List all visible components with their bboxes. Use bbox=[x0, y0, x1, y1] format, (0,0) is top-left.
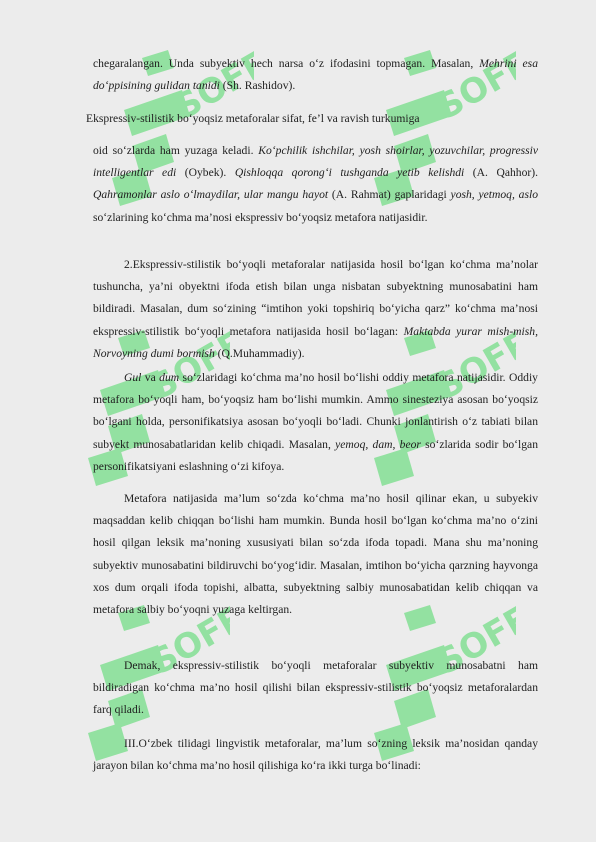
text-run: Demak, ekspressiv-stilistik bo‘yoqli metaforalar subyektiv munosabatni ham bildiradigan ko‘chma ma’no hosil qilishi bilan ekspressiv-stilistik bo‘yoqsiz metaforalardan farq qiladi. bbox=[93, 659, 538, 717]
italic-example: dum bbox=[159, 371, 180, 384]
section-heading: Ekspressiv-stilistik bo‘yoqsiz metaforalar sifat, fe’l va ravish turkumiga bbox=[86, 112, 420, 125]
text-run: so‘zlaridagi ko‘chma ma’no hosil bo‘lishi oddiy metafora natijasidir. Oddiy metafora bo‘yoqli ham, bo‘yoqsiz ham bo‘lishi mumkin. Ammo sinesteziya asosan bo‘yoqsiz bo‘lgani holda, personifikatsiya asosan bo‘yoqli bo‘ladi. Chunki jonlantirish o‘z tabiati bilan subyekt munosabatlaridan kelib chiqadi. Masalan, bbox=[93, 371, 538, 451]
text-run: (Q.Muhammadiy). bbox=[214, 346, 305, 360]
italic-example: Mehrini esa do‘ppisining gulidan tanidi bbox=[93, 57, 538, 93]
text-run: chegaralangan. Unda subyektiv hech narsa o‘z ifodasini topmagan. Masalan, bbox=[93, 57, 480, 70]
text-run: (A. Qahhor). bbox=[464, 166, 538, 180]
italic-example: yemoq, dam, beor bbox=[335, 437, 421, 451]
paragraph-linguistic-metaphors bbox=[93, 733, 538, 777]
paragraph-conclusion bbox=[93, 655, 538, 722]
text-run: 2.Ekspressiv-stilistik bo‘yoqli metaforalar natijasida hosil bo‘lgan ko‘chma ma’nolar tushuncha, ya’ni obyektni ifoda etish bilan unga nisbatan subyektning munosabatini ham bildiradi. Masalan, dum so‘zining “imtihon yoki topshiriq bo‘yicha qarz” ko‘chma ma’nosi ekspressiv-stilistik bo‘yoqli metafora natijasida hosil bo‘lagan: bbox=[93, 258, 538, 338]
text-run: oid so‘zlarda ham yuzaga keladi. bbox=[93, 144, 259, 157]
text-run: (A. Rahmat) gaplaridagi bbox=[328, 188, 451, 202]
text-run: (Sh. Rashidov). bbox=[219, 79, 296, 93]
italic-example: Maktabda yurar mish-mish, Norvoyning dumi bormish bbox=[93, 324, 538, 360]
italic-example: yosh, yetmoq, aslo bbox=[450, 188, 539, 202]
paragraph-colored-metaphors bbox=[93, 254, 538, 365]
paragraph-adjective-examples bbox=[93, 140, 538, 229]
italic-example: Qahramonlar aslo o‘lmaydilar, ular mangu hayot bbox=[93, 188, 329, 202]
paragraph-intro bbox=[93, 53, 538, 97]
paragraph-subjective-meaning bbox=[93, 488, 538, 621]
italic-example: Qishloqqa qorong‘i tushganda yetib kelishdi bbox=[234, 166, 465, 180]
text-run: Metafora natijasida ma’lum so‘zda ko‘chma ma’no hosil qilinar ekan, u subyekiv maqsaddan kelib chiqqan bo‘lishi ham mumkin. Bunda hosil bo‘lgan ko‘chma ma’no o‘zini hosil qilgan leksik ma’noning xususiyati bilan so‘zda ifoda topadi. Mana shu ma’noning subyektiv munosabatini bildiruvchi bo‘yog‘idir. Masalan, imtihon bo‘yicha qarzning hayvonga xos dum orqali ifoda topishi, albatta, subyektning salbiy munosabatidan kelib chiqqan va metafora salbiy bo‘yoqni yuzaga keltirgan. bbox=[93, 492, 538, 617]
text-run: (Oybek). bbox=[176, 166, 235, 180]
paragraph-simple-metaphor bbox=[93, 367, 538, 478]
text-run: va bbox=[141, 371, 160, 384]
text-run: III.O‘zbek tilidagi lingvistik metaforalar, ma’lum so‘zning leksik ma’nosidan qanday jarayon bilan ko‘chma ma’no hosil qilishiga ko‘ra ikki turga bo‘linadi: bbox=[93, 737, 538, 773]
text-run: so‘zlarining ko‘chma ma’nosi ekspressiv bo‘yoqsiz metafora natijasidir. bbox=[93, 210, 428, 224]
text-run: so‘zlarida sodir bo‘lgan personifikatsiyani eslashning o‘zi kifoya. bbox=[93, 437, 538, 473]
italic-example: Gul bbox=[124, 371, 142, 384]
italic-example: Ko‘pchilik ishchilar, yosh shoirlar, yozuvchilar, progressiv intelligentlar edi bbox=[93, 144, 539, 180]
